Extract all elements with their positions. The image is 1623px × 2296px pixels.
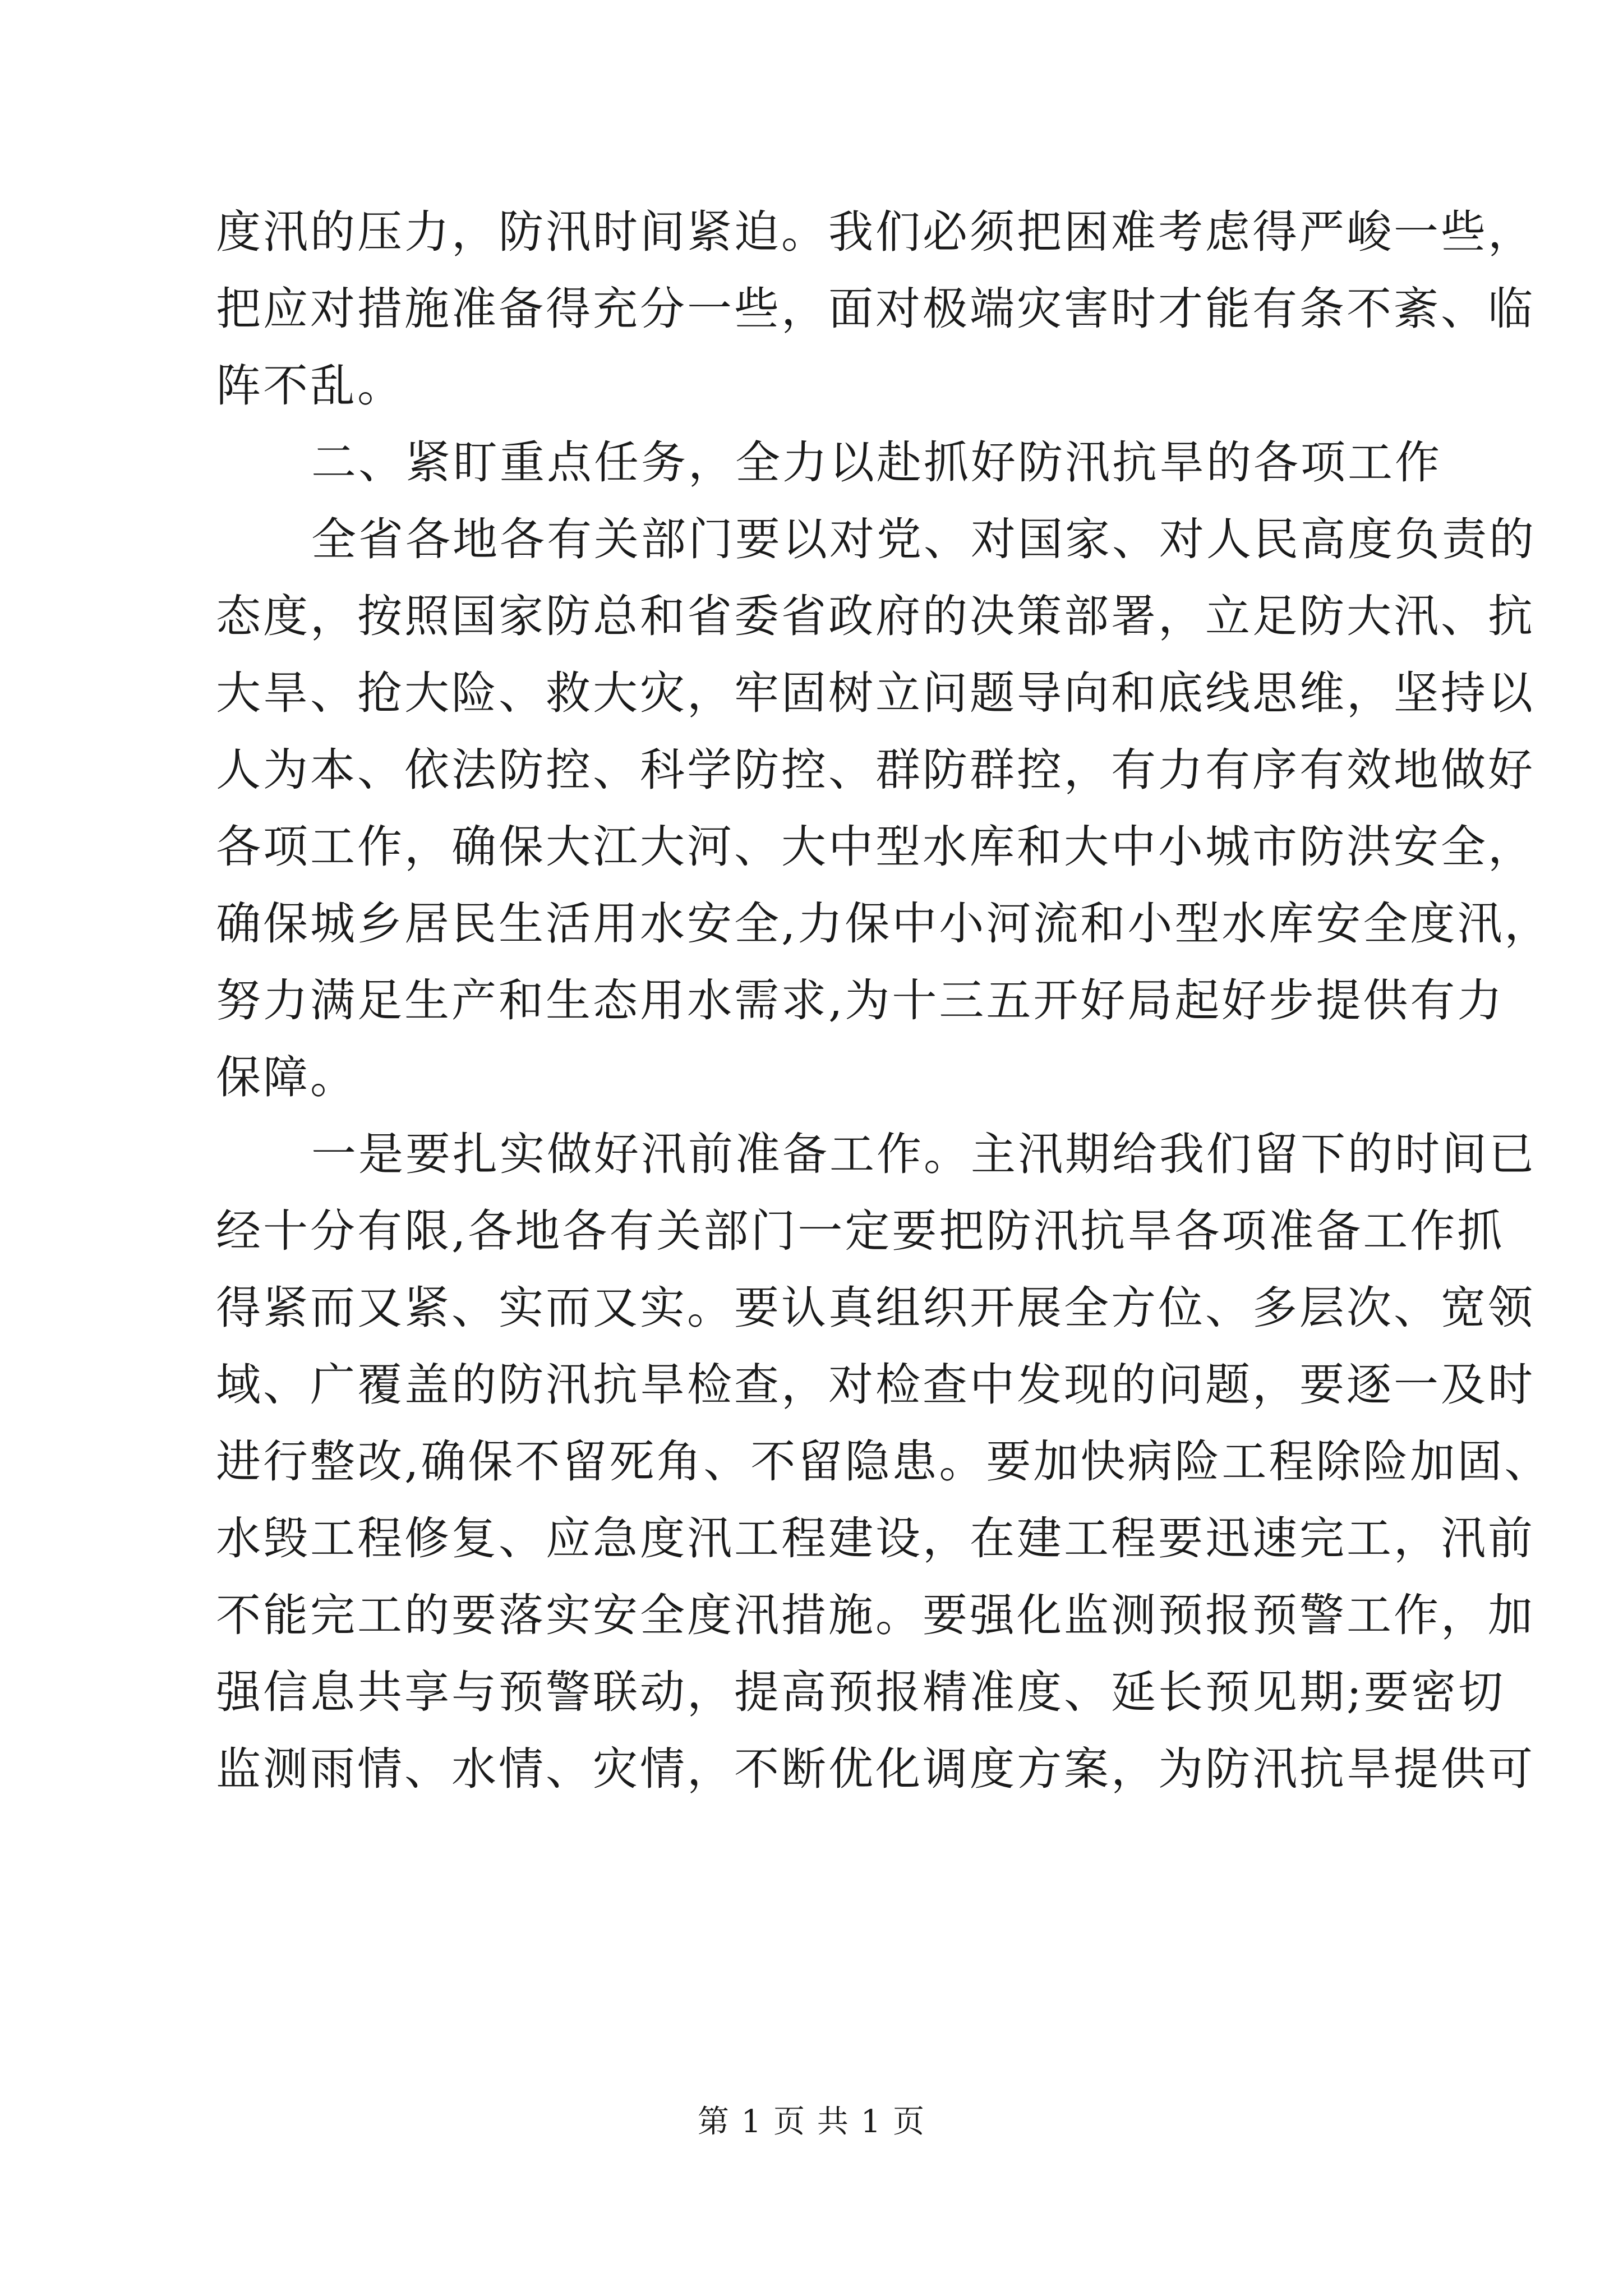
- paragraph: [216, 1116, 1552, 1807]
- text-line: 度汛的压力，防汛时间紧迫。我们必须把困难考虑得严峻一些，: [216, 206, 1535, 258]
- text-line: 强信息共享与预警联动，提高预报精准度、延长预见期;要密切: [216, 1666, 1505, 1718]
- text-line: 全省各地各有关部门要以对党、对国家、对人民高度负责的: [311, 513, 1536, 565]
- text-line: 监测雨情、水情、灾情，不断优化调度方案，为防汛抗旱提供可: [216, 1743, 1535, 1795]
- text-line: 二、紧盯重点任务，全力以赴抓好防汛抗旱的各项工作: [311, 436, 1442, 489]
- text-line: 一是要扎实做好汛前准备工作。主汛期给我们留下的时间已: [311, 1128, 1536, 1180]
- text-line: 人为本、依法防控、科学防控、群防群控，有力有序有效地做好: [216, 744, 1535, 796]
- text-line: 水毁工程修复、应急度汛工程建设，在建工程要迅速完工，汛前: [216, 1512, 1535, 1565]
- text-line: 确保城乡居民生活用水安全,力保中小河流和小型水库安全度汛，: [216, 898, 1552, 950]
- text-line: 各项工作，确保大江大河、大中型水库和大中小城市防洪安全，: [216, 821, 1535, 873]
- text-line: 不能完工的要落实安全度汛措施。要强化监测预报预警工作，加: [216, 1589, 1535, 1641]
- document-body: [216, 194, 1552, 1807]
- paragraph: [216, 501, 1552, 1116]
- text-line: 态度，按照国家防总和省委省政府的决策部署，立足防大汛、抗: [216, 590, 1535, 642]
- text-line: 努力满足生产和生态用水需求,为十三五开好局起好步提供有力: [216, 974, 1505, 1027]
- text-line: 大旱、抢大险、救大灾，牢固树立问题导向和底线思维，坚持以: [216, 667, 1535, 719]
- page-footer: 第 1 页 共 1 页: [697, 2104, 926, 2140]
- paragraph: [216, 424, 1442, 501]
- text-line: 进行整改,确保不留死角、不留隐患。要加快病险工程除险加固、: [216, 1435, 1552, 1488]
- text-line: 把应对措施准备得充分一些，面对极端灾害时才能有条不紊、临: [216, 283, 1535, 335]
- paragraph: [216, 194, 1535, 424]
- text-line: 经十分有限,各地各有关部门一定要把防汛抗旱各项准备工作抓: [216, 1205, 1505, 1257]
- text-line: 阵不乱。: [216, 360, 404, 412]
- text-line: 保障。: [216, 1051, 357, 1103]
- text-line: 域、广覆盖的防汛抗旱检查，对检查中发现的问题，要逐一及时: [216, 1359, 1535, 1411]
- text-line: 得紧而又紧、实而又实。要认真组织开展全方位、多层次、宽领: [216, 1282, 1535, 1334]
